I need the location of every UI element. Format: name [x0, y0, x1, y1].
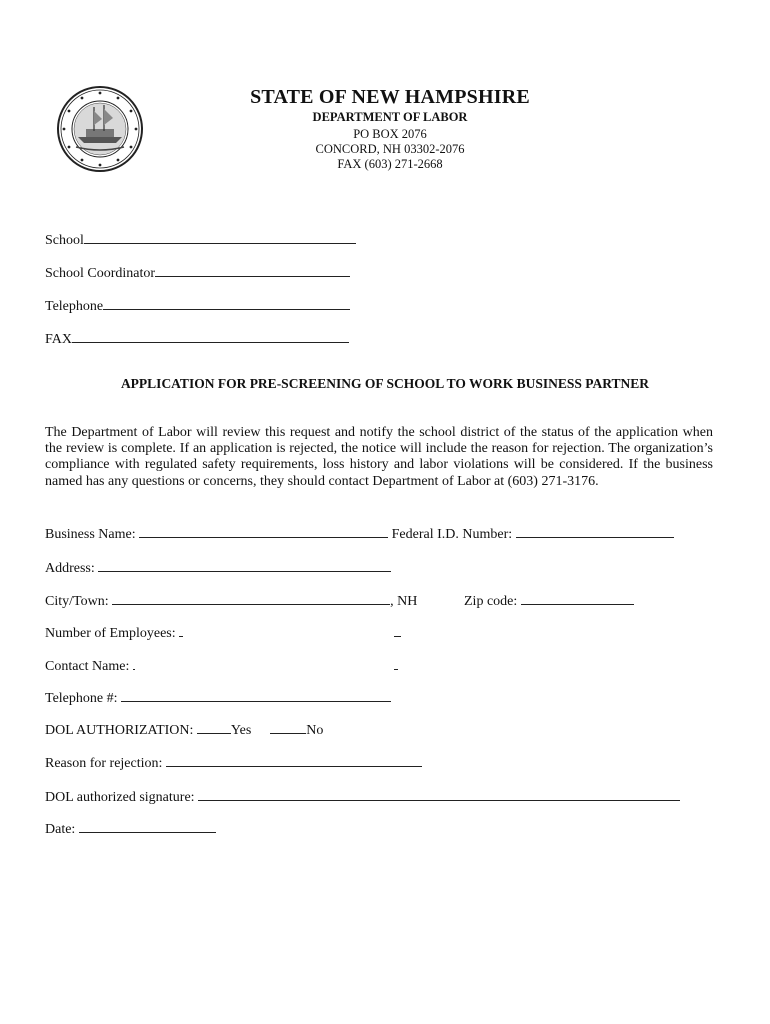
employees-label: Number of Employees: [45, 626, 176, 641]
date-field[interactable] [45, 819, 216, 838]
fax-number: FAX (603) 271-2668 [337, 157, 443, 171]
school-coordinator-field[interactable] [45, 263, 350, 282]
reason-input-line[interactable] [166, 753, 422, 767]
business-telephone-field[interactable] [45, 688, 391, 707]
address-input-line[interactable] [98, 558, 391, 572]
city-town-label: City/Town: [45, 594, 109, 609]
department-name: DEPARTMENT OF LABOR [312, 110, 468, 124]
contact-line-end [394, 656, 398, 675]
school-label: School [45, 233, 84, 248]
federal-id-input-line[interactable] [516, 524, 674, 538]
city-town-field[interactable] [45, 591, 417, 610]
school-coordinator-label: School Coordinator [45, 266, 156, 281]
school-telephone-label: Telephone [45, 299, 104, 314]
employees-input-end [394, 623, 401, 637]
school-telephone-field[interactable] [45, 296, 350, 315]
reason-field[interactable] [45, 753, 422, 772]
dol-authorization-label: DOL AUTHORIZATION: [45, 723, 194, 738]
date-input-line[interactable] [79, 819, 216, 833]
form-title: APPLICATION FOR PRE-SCREENING OF SCHOOL TO WORK BUSINESS PARTNER [120, 376, 650, 391]
city-address: CONCORD, NH 03302-2076 [315, 142, 465, 156]
date-label: Date: [45, 822, 76, 837]
address-label: Address: [45, 561, 95, 576]
school-fax-input-line[interactable] [72, 329, 349, 343]
contact-name-input-end [394, 656, 398, 670]
business-name-label: Business Name: [45, 527, 136, 542]
city-town-input-line[interactable] [112, 591, 390, 605]
business-telephone-input-line[interactable] [121, 688, 391, 702]
dol-authorization-field[interactable] [45, 720, 323, 739]
zip-code-label: Zip code: [464, 594, 518, 609]
intro-paragraph: The Department of Labor will review this request and notify the school district of the status of the application when the review is complete. If an application is rejected, the notice will include the reason for rejection. The organization’s compliance with regulated safety requirements, loss history and labor violations will be considered. If the business named has any questions or concerns, they should contact Department of Labor at (603) 271-3176. [45, 425, 713, 489]
contact-name-field[interactable] [45, 656, 135, 675]
zip-code-field[interactable] [464, 591, 634, 610]
contact-name-input-line[interactable] [133, 656, 135, 670]
school-fax-label: FAX [45, 332, 72, 347]
state-suffix: , NH [390, 594, 418, 609]
signature-label: DOL authorized signature: [45, 790, 195, 805]
contact-name-label: Contact Name: [45, 659, 130, 674]
business-telephone-label: Telephone #: [45, 691, 118, 706]
school-fax-field[interactable] [45, 329, 349, 348]
yes-input-line[interactable] [197, 720, 231, 734]
yes-label: Yes [230, 723, 252, 738]
employees-field[interactable] [45, 623, 183, 642]
school-telephone-input-line[interactable] [103, 296, 350, 310]
business-name-field[interactable] [45, 524, 674, 543]
school-input-line[interactable] [84, 230, 356, 244]
address-field[interactable] [45, 558, 391, 577]
school-field[interactable] [45, 230, 356, 249]
no-input-line[interactable] [270, 720, 306, 734]
no-label: No [306, 723, 324, 738]
business-name-input-line[interactable] [139, 524, 388, 538]
signature-field[interactable] [45, 787, 680, 806]
po-box: PO BOX 2076 [353, 127, 427, 141]
page-title: STATE OF NEW HAMPSHIRE [250, 86, 530, 108]
school-coordinator-input-line[interactable] [155, 263, 350, 277]
federal-id-label: Federal I.D. Number: [391, 527, 513, 542]
reason-label: Reason for rejection: [45, 756, 163, 771]
signature-input-line[interactable] [198, 787, 680, 801]
state-seal-image [56, 85, 144, 173]
employees-line-end [394, 623, 401, 642]
employees-input-line[interactable] [179, 623, 183, 637]
zip-code-input-line[interactable] [521, 591, 634, 605]
